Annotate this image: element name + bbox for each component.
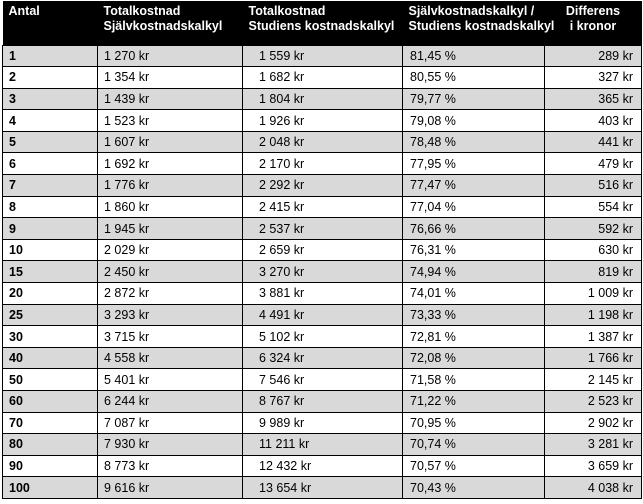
cell-studiens: 6 324 kr: [243, 347, 403, 369]
cell-studiens: 8 767 kr: [243, 391, 403, 413]
table-row: [3, 153, 642, 175]
cell-studiens: 2 048 kr: [243, 131, 403, 153]
header-antal-line1: Antal: [8, 4, 40, 18]
cell-antal: 60: [3, 391, 98, 413]
cell-kvot: 74,94 %: [403, 261, 545, 283]
cell-antal: 80: [3, 434, 98, 456]
cell-differens: 441 kr: [545, 131, 642, 153]
cell-studiens: 12 432 kr: [243, 455, 403, 477]
cell-antal: 9: [3, 218, 98, 240]
header-row: [3, 1, 642, 45]
cell-studiens: 4 491 kr: [243, 304, 403, 326]
cell-kvot: 77,47 %: [403, 175, 545, 197]
cell-antal: 90: [3, 455, 98, 477]
table-row: [3, 477, 642, 499]
cell-differens: 2 902 kr: [545, 412, 642, 434]
cell-antal: 50: [3, 369, 98, 391]
cell-studiens: 5 102 kr: [243, 326, 403, 348]
cell-sjalvkostnad: 9 616 kr: [98, 477, 243, 499]
cell-differens: 365 kr: [545, 88, 642, 110]
cell-kvot: 70,43 %: [403, 477, 545, 499]
cell-kvot: 79,08 %: [403, 110, 545, 132]
cost-comparison-table-container: [2, 1, 641, 499]
cell-differens: 3 659 kr: [545, 455, 642, 477]
cell-differens: 554 kr: [545, 196, 642, 218]
cell-kvot: 71,58 %: [403, 369, 545, 391]
header-sjalvkostnad: [98, 1, 243, 45]
table-row: [3, 347, 642, 369]
cell-differens: 1 766 kr: [545, 347, 642, 369]
table-row: [3, 218, 642, 240]
cell-kvot: 73,33 %: [403, 304, 545, 326]
cell-antal: 4: [3, 110, 98, 132]
cell-antal: 2: [3, 67, 98, 89]
cell-kvot: 70,57 %: [403, 455, 545, 477]
cell-studiens: 2 292 kr: [243, 175, 403, 197]
cell-kvot: 79,77 %: [403, 88, 545, 110]
cell-sjalvkostnad: 7 930 kr: [98, 434, 243, 456]
cell-sjalvkostnad: 2 872 kr: [98, 283, 243, 305]
cell-studiens: 11 211 kr: [243, 434, 403, 456]
header-differens: [545, 1, 642, 45]
table-body: [3, 45, 642, 498]
cost-comparison-table: [2, 1, 642, 499]
cell-studiens: 3 270 kr: [243, 261, 403, 283]
cell-antal: 70: [3, 412, 98, 434]
cell-kvot: 77,95 %: [403, 153, 545, 175]
cell-differens: 2 523 kr: [545, 391, 642, 413]
cell-sjalvkostnad: 1 270 kr: [98, 45, 243, 67]
cell-kvot: 76,66 %: [403, 218, 545, 240]
cell-sjalvkostnad: 1 692 kr: [98, 153, 243, 175]
cell-sjalvkostnad: 5 401 kr: [98, 369, 243, 391]
table-row: [3, 261, 642, 283]
cell-antal: 30: [3, 326, 98, 348]
cell-sjalvkostnad: 8 773 kr: [98, 455, 243, 477]
table-row: [3, 110, 642, 132]
header-antal: [3, 1, 98, 45]
header-kvot: [403, 1, 555, 45]
cell-sjalvkostnad: 1 354 kr: [98, 67, 243, 89]
table-row: [3, 455, 642, 477]
cell-antal: 40: [3, 347, 98, 369]
cell-differens: 630 kr: [545, 239, 642, 261]
cell-studiens: 3 881 kr: [243, 283, 403, 305]
table-row: [3, 196, 642, 218]
cell-studiens: 1 559 kr: [243, 45, 403, 67]
cell-kvot: 76,31 %: [403, 239, 545, 261]
cell-kvot: 81,45 %: [403, 45, 545, 67]
header-studiens-line1: Totalkostnad: [248, 4, 326, 18]
table-row: [3, 239, 642, 261]
cell-antal: 25: [3, 304, 98, 326]
cell-studiens: 1 804 kr: [243, 88, 403, 110]
table-row: [3, 434, 642, 456]
header-kvot-line2: Studiens kostnadskalkyl: [408, 19, 555, 33]
cell-antal: 20: [3, 283, 98, 305]
table-row: [3, 391, 642, 413]
cell-studiens: 7 546 kr: [243, 369, 403, 391]
cell-sjalvkostnad: 3 293 kr: [98, 304, 243, 326]
cell-kvot: 80,55 %: [403, 67, 545, 89]
cell-studiens: 2 170 kr: [243, 153, 403, 175]
table-row: [3, 283, 642, 305]
cell-sjalvkostnad: 1 776 kr: [98, 175, 243, 197]
cell-differens: 1 387 kr: [545, 326, 642, 348]
table-row: [3, 369, 642, 391]
cell-differens: 516 kr: [545, 175, 642, 197]
cell-sjalvkostnad: 4 558 kr: [98, 347, 243, 369]
cell-sjalvkostnad: 6 244 kr: [98, 391, 243, 413]
header-differens-line2: i kronor: [569, 19, 617, 33]
cell-antal: 7: [3, 175, 98, 197]
cell-differens: 1 009 kr: [545, 283, 642, 305]
cell-sjalvkostnad: 1 945 kr: [98, 218, 243, 240]
table-row: [3, 88, 642, 110]
cell-differens: 3 281 kr: [545, 434, 642, 456]
header-studiens: [243, 1, 403, 45]
cell-sjalvkostnad: 1 607 kr: [98, 131, 243, 153]
cell-kvot: 72,08 %: [403, 347, 545, 369]
cell-differens: 4 038 kr: [545, 477, 642, 499]
cell-differens: 592 kr: [545, 218, 642, 240]
cell-differens: 403 kr: [545, 110, 642, 132]
cell-studiens: 1 682 kr: [243, 67, 403, 89]
cell-kvot: 77,04 %: [403, 196, 545, 218]
header-sjalvkostnad-line2: Självkostnadskalkyl: [103, 19, 223, 33]
cell-kvot: 72,81 %: [403, 326, 545, 348]
cell-antal: 10: [3, 239, 98, 261]
cell-differens: 289 kr: [545, 45, 642, 67]
cell-studiens: 9 989 kr: [243, 412, 403, 434]
cell-studiens: 1 926 kr: [243, 110, 403, 132]
cell-differens: 327 kr: [545, 67, 642, 89]
cell-kvot: 70,74 %: [403, 434, 545, 456]
table-header: [3, 1, 642, 45]
table-row: [3, 412, 642, 434]
cell-antal: 8: [3, 196, 98, 218]
table-row: [3, 67, 642, 89]
cell-antal: 1: [3, 45, 98, 67]
cell-antal: 100: [3, 477, 98, 499]
cell-differens: 819 kr: [545, 261, 642, 283]
cell-antal: 5: [3, 131, 98, 153]
cell-sjalvkostnad: 2 029 kr: [98, 239, 243, 261]
table-row: [3, 175, 642, 197]
cell-kvot: 78,48 %: [403, 131, 545, 153]
cell-studiens: 2 537 kr: [243, 218, 403, 240]
cell-sjalvkostnad: 7 087 kr: [98, 412, 243, 434]
cell-studiens: 2 415 kr: [243, 196, 403, 218]
cell-kvot: 70,95 %: [403, 412, 545, 434]
header-sjalvkostnad-line1: Totalkostnad: [103, 4, 181, 18]
cell-differens: 479 kr: [545, 153, 642, 175]
cell-antal: 15: [3, 261, 98, 283]
table-row: [3, 131, 642, 153]
cell-differens: 1 198 kr: [545, 304, 642, 326]
cell-kvot: 74,01 %: [403, 283, 545, 305]
header-studiens-line2: Studiens kostnadskalkyl: [248, 19, 395, 33]
table-row: [3, 304, 642, 326]
cell-studiens: 13 654 kr: [243, 477, 403, 499]
cell-sjalvkostnad: 1 439 kr: [98, 88, 243, 110]
cell-sjalvkostnad: 3 715 kr: [98, 326, 243, 348]
header-differens-line1: Differens: [565, 4, 621, 18]
cell-studiens: 2 659 kr: [243, 239, 403, 261]
cell-differens: 2 145 kr: [545, 369, 642, 391]
cell-antal: 3: [3, 88, 98, 110]
cell-kvot: 71,22 %: [403, 391, 545, 413]
header-kvot-line1: Självkostnadskalkyl /: [408, 4, 535, 18]
table-row: [3, 45, 642, 67]
cell-sjalvkostnad: 2 450 kr: [98, 261, 243, 283]
cell-sjalvkostnad: 1 523 kr: [98, 110, 243, 132]
cell-sjalvkostnad: 1 860 kr: [98, 196, 243, 218]
cell-antal: 6: [3, 153, 98, 175]
table-row: [3, 326, 642, 348]
